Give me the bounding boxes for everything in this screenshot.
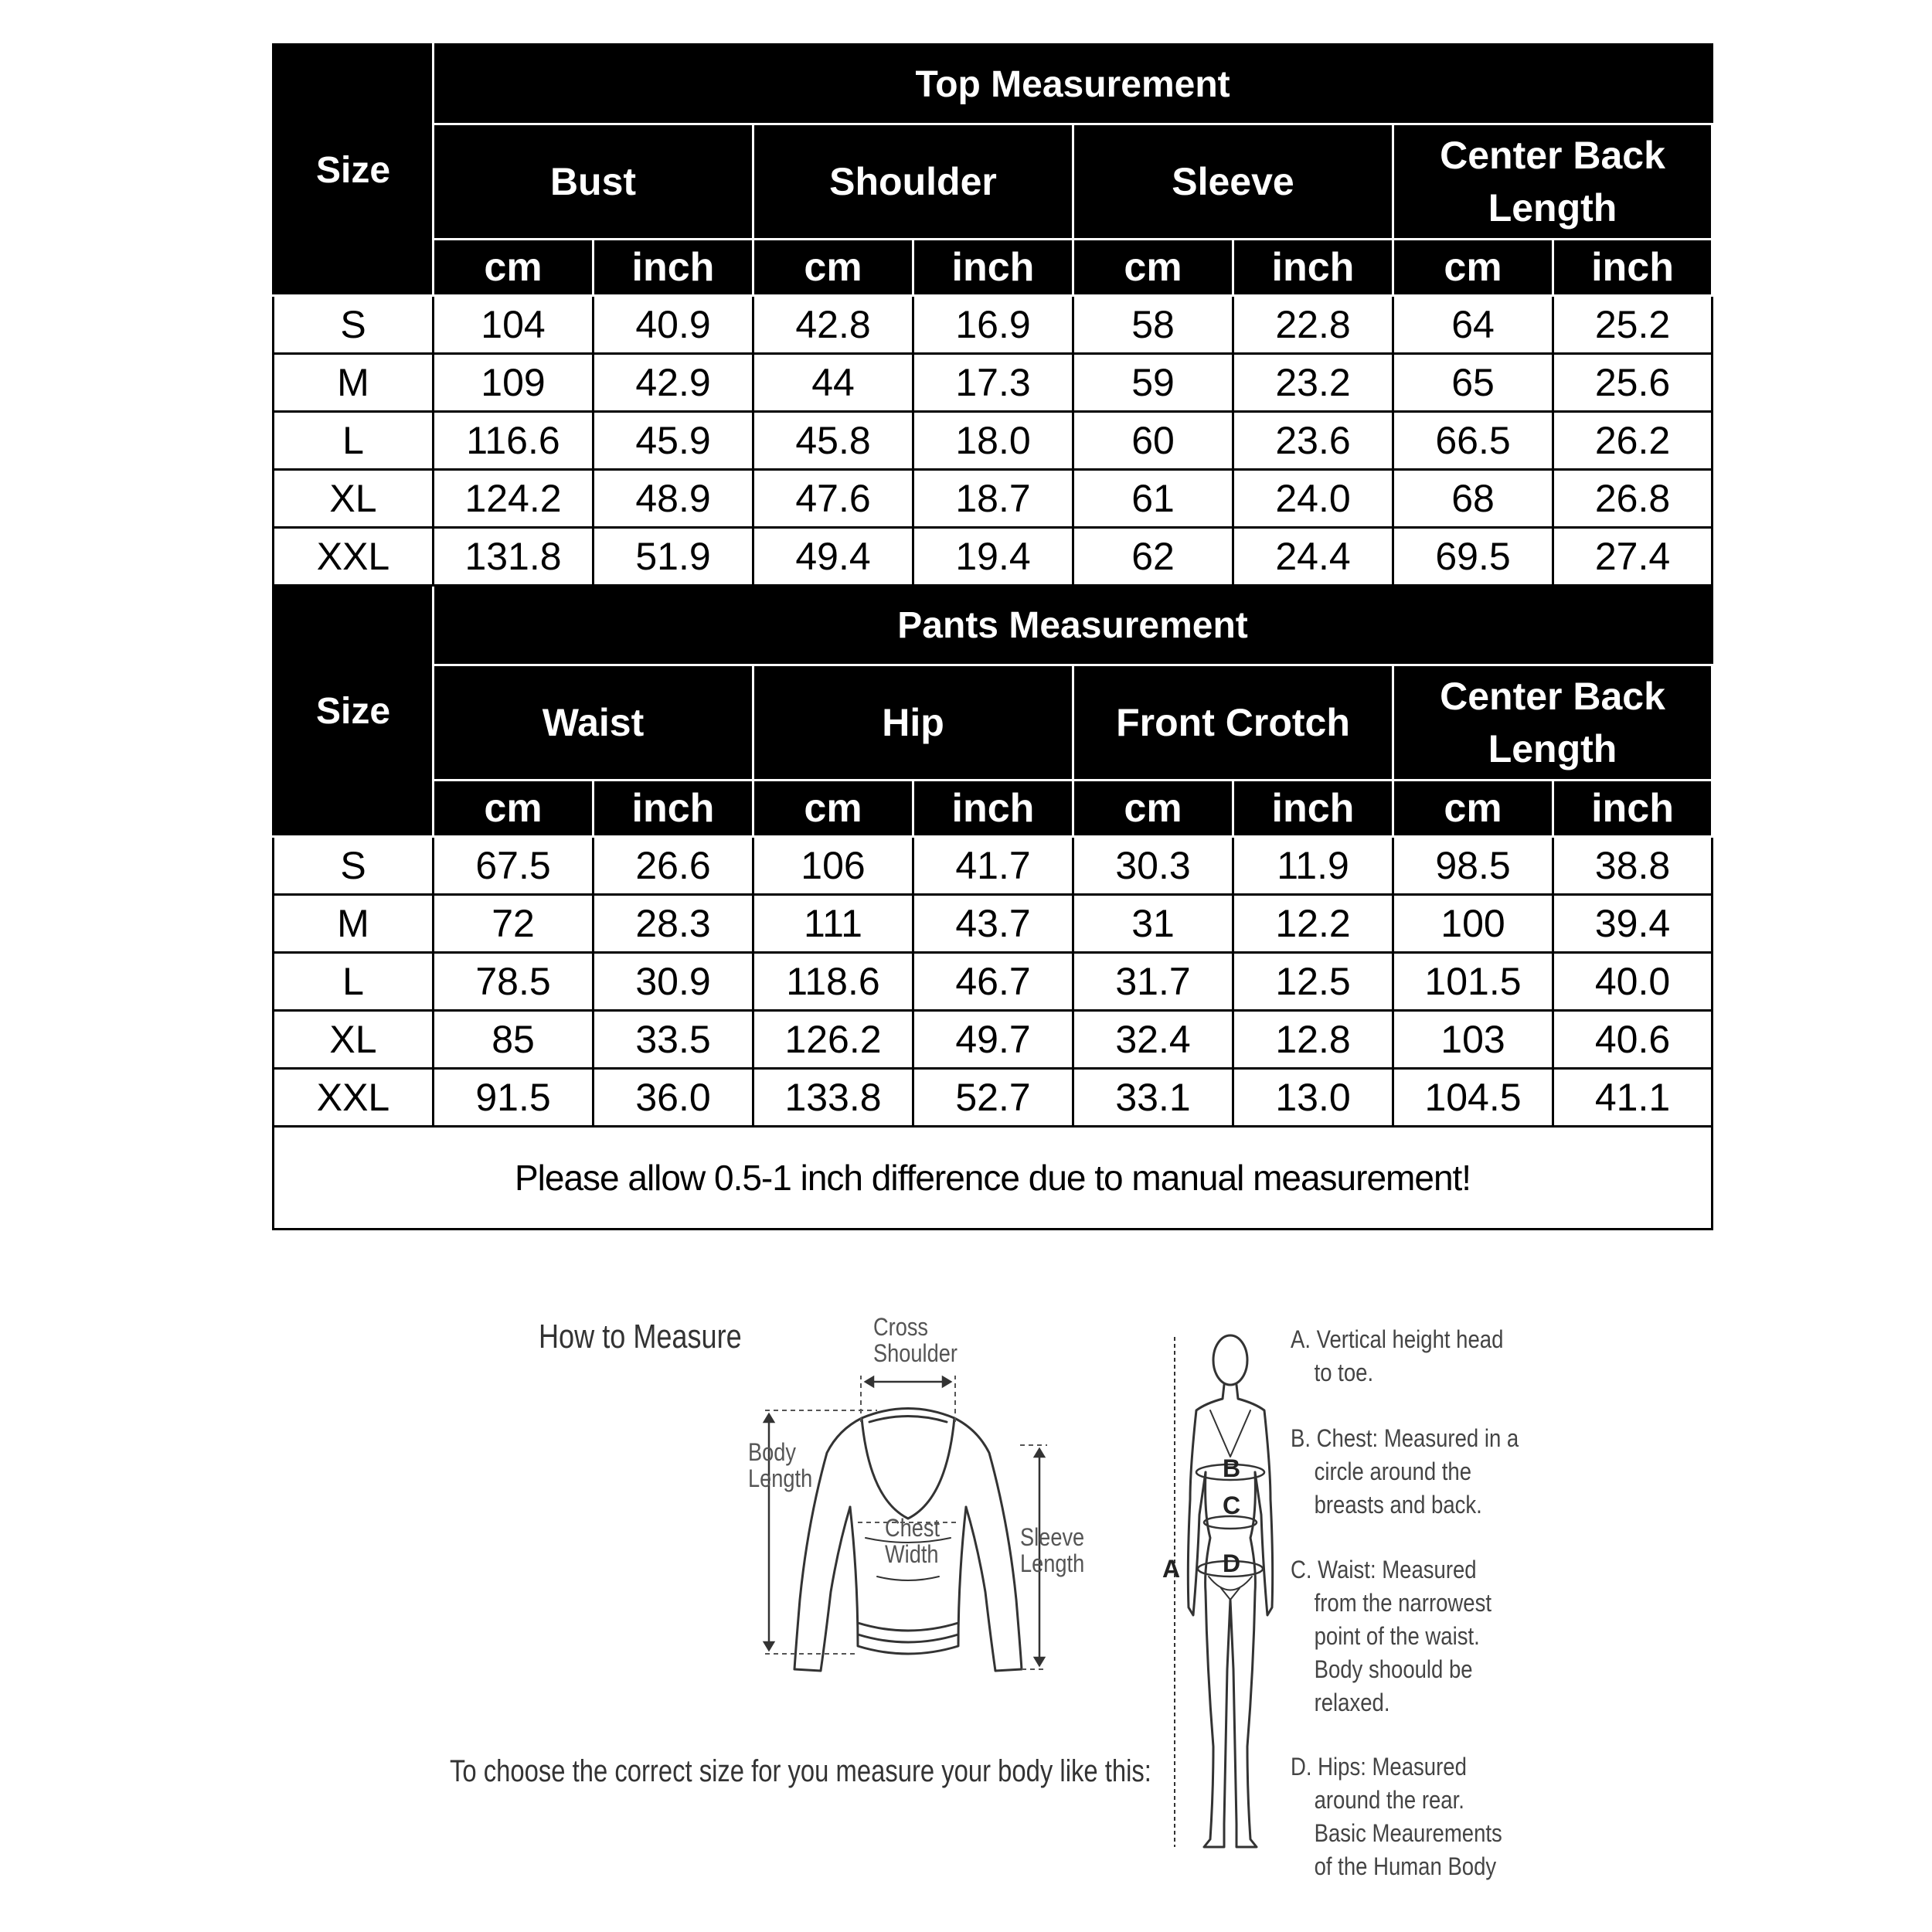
- value-cell: 26.6: [594, 837, 753, 895]
- pants-group-waist: Waist: [434, 665, 753, 781]
- how-to-measure-instruction: To choose the correct size for you measure your body like this:: [450, 1754, 1151, 1788]
- top-group-bust: Bust: [434, 124, 753, 240]
- pants-unit: cm: [753, 781, 913, 837]
- how-to-measure-title: How to Measure: [539, 1318, 742, 1355]
- value-cell: 23.2: [1233, 354, 1393, 412]
- value-cell: 41.7: [913, 837, 1073, 895]
- value-cell: 40.9: [594, 296, 753, 354]
- pants-size-header: Size: [274, 586, 434, 837]
- value-cell: 36.0: [594, 1069, 753, 1127]
- value-cell: 46.7: [913, 953, 1073, 1011]
- value-cell: 42.9: [594, 354, 753, 412]
- sleeve-length-label: Sleeve Length: [1020, 1523, 1085, 1577]
- top-title: Top Measurement: [434, 45, 1713, 124]
- value-cell: 61: [1073, 470, 1233, 528]
- value-cell: 131.8: [434, 528, 594, 586]
- description-b: B. Chest: Measured in a circle around the breasts and back.: [1291, 1424, 1519, 1519]
- value-cell: 85: [434, 1011, 594, 1069]
- value-cell: 45.9: [594, 412, 753, 470]
- value-cell: 12.5: [1233, 953, 1393, 1011]
- value-cell: 25.6: [1553, 354, 1713, 412]
- size-cell: M: [274, 895, 434, 953]
- value-cell: 16.9: [913, 296, 1073, 354]
- value-cell: 106: [753, 837, 913, 895]
- chest-width-label: Chest Width: [885, 1514, 940, 1568]
- value-cell: 17.3: [913, 354, 1073, 412]
- value-cell: 59: [1073, 354, 1233, 412]
- value-cell: 42.8: [753, 296, 913, 354]
- value-cell: 62: [1073, 528, 1233, 586]
- value-cell: 12.8: [1233, 1011, 1393, 1069]
- value-cell: 67.5: [434, 837, 594, 895]
- value-cell: 43.7: [913, 895, 1073, 953]
- value-cell: 66.5: [1393, 412, 1553, 470]
- value-cell: 52.7: [913, 1069, 1073, 1127]
- value-cell: 118.6: [753, 953, 913, 1011]
- top-unit: cm: [753, 240, 913, 296]
- body-letter-c: C: [1223, 1492, 1241, 1519]
- size-cell: S: [274, 837, 434, 895]
- pants-group-front-crotch: Front Crotch: [1073, 665, 1393, 781]
- value-cell: 26.2: [1553, 412, 1713, 470]
- pants-unit: cm: [1073, 781, 1233, 837]
- top-group-shoulder: Shoulder: [753, 124, 1073, 240]
- value-cell: 104: [434, 296, 594, 354]
- value-cell: 22.8: [1233, 296, 1393, 354]
- value-cell: 49.7: [913, 1011, 1073, 1069]
- value-cell: 41.1: [1553, 1069, 1713, 1127]
- body-letter-d: D: [1223, 1549, 1241, 1577]
- cross-shoulder-label: Cross Shoulder: [873, 1313, 957, 1367]
- value-cell: 72: [434, 895, 594, 953]
- body-letter-a: A: [1162, 1555, 1181, 1583]
- top-unit: inch: [913, 240, 1073, 296]
- value-cell: 25.2: [1553, 296, 1713, 354]
- value-cell: 19.4: [913, 528, 1073, 586]
- pants-unit: inch: [913, 781, 1073, 837]
- pants-unit: cm: [1393, 781, 1553, 837]
- value-cell: 126.2: [753, 1011, 913, 1069]
- value-cell: 69.5: [1393, 528, 1553, 586]
- value-cell: 28.3: [594, 895, 753, 953]
- pants-unit: inch: [1233, 781, 1393, 837]
- value-cell: 39.4: [1553, 895, 1713, 953]
- value-cell: 91.5: [434, 1069, 594, 1127]
- value-cell: 40.0: [1553, 953, 1713, 1011]
- value-cell: 24.4: [1233, 528, 1393, 586]
- value-cell: 45.8: [753, 412, 913, 470]
- value-cell: 18.7: [913, 470, 1073, 528]
- value-cell: 44: [753, 354, 913, 412]
- value-cell: 49.4: [753, 528, 913, 586]
- value-cell: 64: [1393, 296, 1553, 354]
- body-length-label: Body Length: [748, 1438, 813, 1492]
- value-cell: 116.6: [434, 412, 594, 470]
- pants-unit: inch: [594, 781, 753, 837]
- value-cell: 48.9: [594, 470, 753, 528]
- value-cell: 124.2: [434, 470, 594, 528]
- measurement-note: Please allow 0.5-1 inch difference due to manual measurement!: [274, 1127, 1713, 1230]
- value-cell: 60: [1073, 412, 1233, 470]
- size-cell: XL: [274, 470, 434, 528]
- top-unit: cm: [1073, 240, 1233, 296]
- value-cell: 30.9: [594, 953, 753, 1011]
- value-cell: 51.9: [594, 528, 753, 586]
- pants-unit: inch: [1553, 781, 1713, 837]
- size-cell: L: [274, 412, 434, 470]
- description-d: D. Hips: Measured around the rear. Basic Meaurements of the Human Body: [1291, 1753, 1502, 1880]
- value-cell: 38.8: [1553, 837, 1713, 895]
- top-unit: inch: [594, 240, 753, 296]
- description-a: A. Vertical height head to toe.: [1291, 1325, 1504, 1386]
- value-cell: 33.5: [594, 1011, 753, 1069]
- pants-group-center-back: Center Back Length: [1393, 665, 1713, 781]
- value-cell: 31: [1073, 895, 1233, 953]
- description-c: C. Waist: Measured from the narrowest point of the waist. Body shoould be relaxed.: [1291, 1556, 1492, 1716]
- body-letter-b: B: [1223, 1454, 1241, 1482]
- value-cell: 103: [1393, 1011, 1553, 1069]
- value-cell: 31.7: [1073, 953, 1233, 1011]
- size-cell: S: [274, 296, 434, 354]
- size-cell: L: [274, 953, 434, 1011]
- value-cell: 40.6: [1553, 1011, 1713, 1069]
- value-cell: 109: [434, 354, 594, 412]
- value-cell: 68: [1393, 470, 1553, 528]
- top-unit: inch: [1233, 240, 1393, 296]
- size-cell: XXL: [274, 1069, 434, 1127]
- top-group-center-back: Center Back Length: [1393, 124, 1713, 240]
- value-cell: 12.2: [1233, 895, 1393, 953]
- top-unit: cm: [434, 240, 594, 296]
- value-cell: 78.5: [434, 953, 594, 1011]
- top-unit: cm: [1393, 240, 1553, 296]
- value-cell: 23.6: [1233, 412, 1393, 470]
- value-cell: 27.4: [1553, 528, 1713, 586]
- pants-title: Pants Measurement: [434, 586, 1713, 665]
- value-cell: 24.0: [1233, 470, 1393, 528]
- value-cell: 65: [1393, 354, 1553, 412]
- pants-unit: cm: [434, 781, 594, 837]
- value-cell: 18.0: [913, 412, 1073, 470]
- size-cell: M: [274, 354, 434, 412]
- size-cell: XL: [274, 1011, 434, 1069]
- value-cell: 32.4: [1073, 1011, 1233, 1069]
- value-cell: 111: [753, 895, 913, 953]
- value-cell: 47.6: [753, 470, 913, 528]
- top-size-header: Size: [274, 45, 434, 296]
- pants-group-hip: Hip: [753, 665, 1073, 781]
- value-cell: 101.5: [1393, 953, 1553, 1011]
- value-cell: 58: [1073, 296, 1233, 354]
- value-cell: 33.1: [1073, 1069, 1233, 1127]
- value-cell: 26.8: [1553, 470, 1713, 528]
- top-unit: inch: [1553, 240, 1713, 296]
- human-body-diagram-icon: [1159, 1314, 1283, 1870]
- value-cell: 30.3: [1073, 837, 1233, 895]
- value-cell: 13.0: [1233, 1069, 1393, 1127]
- value-cell: 11.9: [1233, 837, 1393, 895]
- value-cell: 100: [1393, 895, 1553, 953]
- value-cell: 98.5: [1393, 837, 1553, 895]
- top-group-sleeve: Sleeve: [1073, 124, 1393, 240]
- value-cell: 133.8: [753, 1069, 913, 1127]
- size-cell: XXL: [274, 528, 434, 586]
- value-cell: 104.5: [1393, 1069, 1553, 1127]
